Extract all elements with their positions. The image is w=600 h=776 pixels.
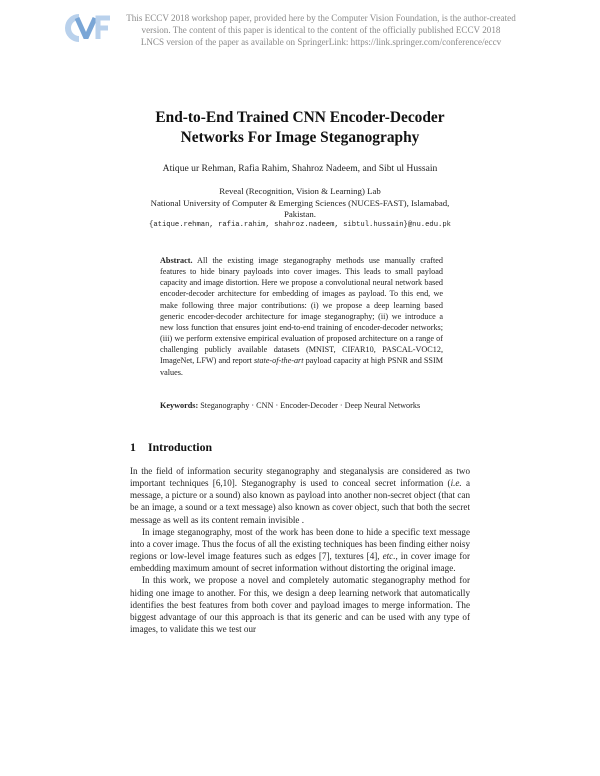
keywords-text: Steganography · CNN · Encoder-Decoder · Deep Neural Networks <box>198 401 421 410</box>
abstract-italic: state-of-the-art <box>253 356 304 366</box>
section-number: 1 <box>130 440 136 454</box>
notice-line-3 <box>118 36 524 48</box>
workshop-notice <box>118 12 524 49</box>
p2-text: In image steganography, most of the work has been done to hide a specific text message into a cover image. Thus the focus of all the existing techniques has been finding either noisy regions or low-level image features such as edges [7], textures [4], <box>130 526 470 562</box>
affiliation-line-3: Pakistan. <box>283 209 316 220</box>
p2-text-end: , in cover image for embedding maximum amount of secret information without distorting the original image. <box>130 551 470 574</box>
p2-italic: etc. <box>382 551 396 562</box>
section-body <box>130 465 470 635</box>
keywords-label: Keywords: <box>160 401 199 410</box>
p1-text-end: a message, a picture or a sound) also known as payload into another non-secret object (that can be an image, a sound or a text message) also known as cover object, such that both the secret message as well as its content remain invisible . <box>130 478 471 525</box>
paragraph-1 <box>130 465 470 526</box>
section-title: Introduction <box>148 440 213 454</box>
paragraph-3: In this work, we propose a novel and completely automatic steganography method for hiding one image to another. For this, we design a deep learning network that automatically identifies the best features from both cover and payload images to merge information. The biggest advantage of our this approach is that its generic and can be used with any type of images, to validate this we test our <box>130 575 470 635</box>
abstract-text-end: payload capacity at high PSNR and SSIM values. <box>160 356 443 377</box>
logo-text: CVF <box>62 12 65 13</box>
author-list: Atique ur Rehman, Rafia Rahim, Shahroz Nadeem, and Sibt ul Hussain <box>162 163 438 174</box>
paper-title <box>60 108 540 147</box>
affiliation-line-2: National University of Computer & Emerging Sciences (NUCES-FAST), Islamabad, <box>150 197 450 208</box>
p1-italic: i.e. <box>450 478 462 489</box>
abstract-text: All the existing image steganography methods use manually crafted features to hide binary payloads into cover images. This leads to small payload capacity and image distortion. Here we propose a convolutional neural network based encoder-decoder architecture for embedding of images as payload. To this end, we make following three major contributions: (i) we propose a deep learning based generic encoder-decoder architecture for image steganography; (ii) we introduce a new loss function that ensures joint end-to-end training of encoder-decoder networks; (iii) we perform extensive empirical evaluation of proposed architecture on a range of challenging publicly available datasets (MNIST, CIFAR10, PASCAL-VOC12, ImageNet, LFW) and report <box>160 256 443 366</box>
title-line-1: End-to-End Trained CNN Encoder-Decoder <box>155 109 445 126</box>
abstract <box>160 255 443 378</box>
section-heading <box>130 440 212 455</box>
title-line-2: Networks For Image Steganography <box>180 128 420 146</box>
p1-text: In the field of information security steganography and steganalysis are considered as two important techniques [6,10]. Steganography is used to conceal secret information ( <box>130 466 470 489</box>
notice-line-1: This ECCV 2018 workshop paper, provided here by the Computer Vision Foundation, is the author-created <box>126 13 516 23</box>
notice-line-2: version. The content of this paper is identical to the content of the officially published ECCV 2018 <box>141 25 501 36</box>
keywords <box>160 400 443 411</box>
cvf-logo <box>62 12 112 44</box>
paragraph-2 <box>130 526 470 575</box>
author-emails: {atique.rehman, rafia.rahim, shahroz.nadeem, sibtul.hussain}@nu.edu.pk <box>149 221 451 229</box>
affiliation <box>110 186 490 221</box>
springer-link[interactable]: LNCS version of the paper as available on SpringerLink: https://link.springer.com/conference/eccv <box>140 37 502 48</box>
abstract-label: Abstract. <box>160 256 193 265</box>
affiliation-line-1: Reveal (Recognition, Vision & Learning) Lab <box>219 186 381 196</box>
